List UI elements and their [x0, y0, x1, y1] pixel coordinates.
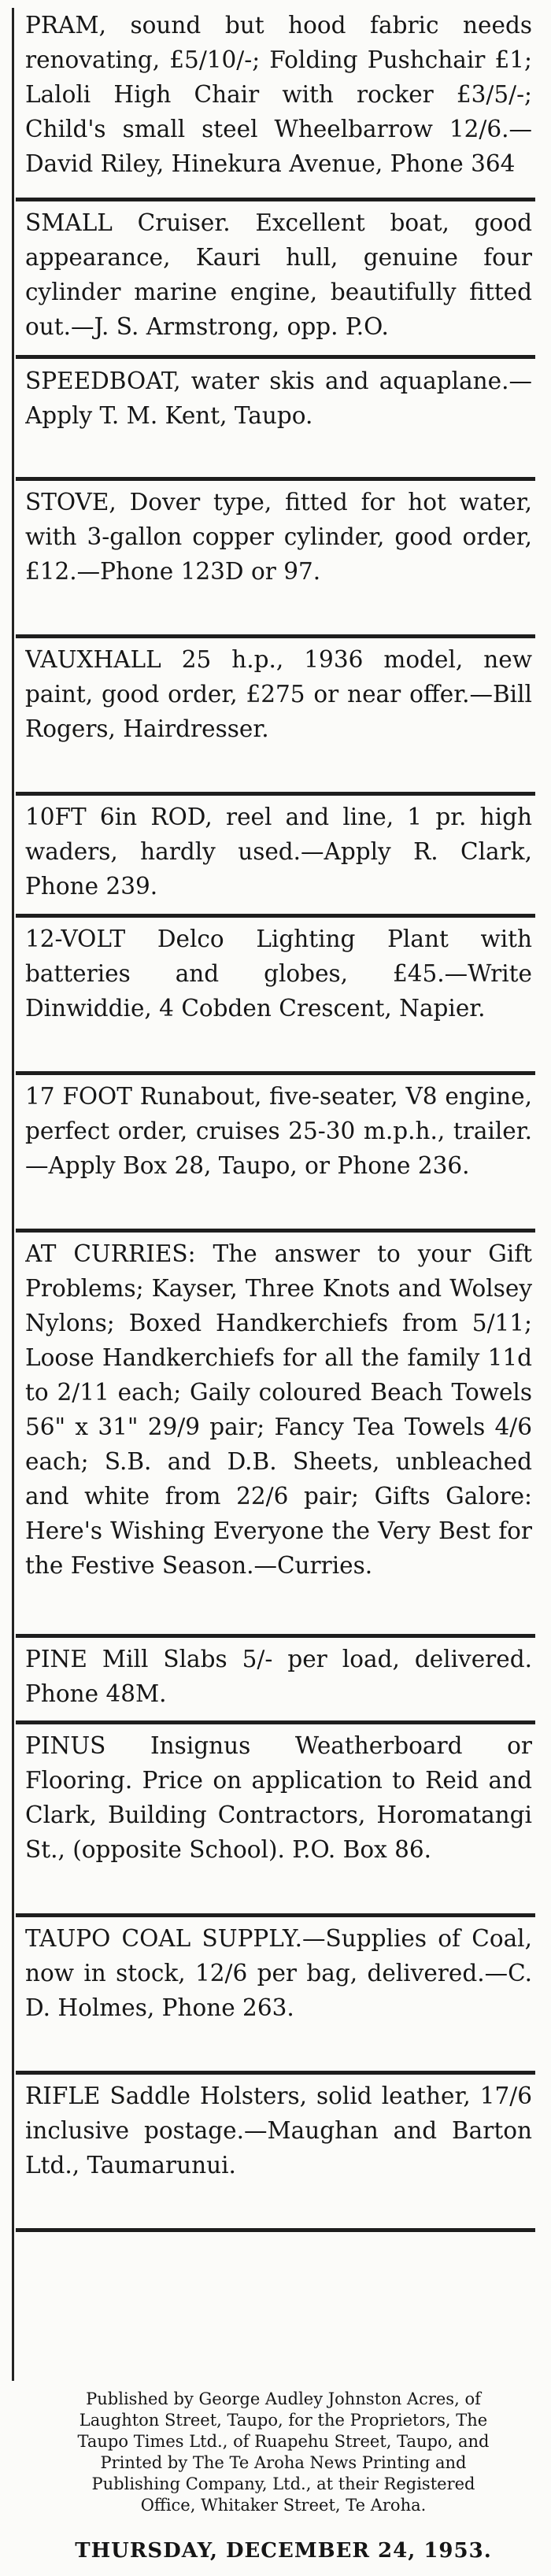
ad-body: Dover type, fitted for hot water, with 3-gallon copper cylinder, good order, £12.—Phone 123D or 97.: [25, 489, 532, 585]
classified-ad-coal: [25, 1921, 532, 2064]
classified-ad-curries: [25, 1236, 532, 1627]
ad-separator: [16, 1720, 535, 1724]
ad-separator: [16, 792, 535, 796]
ad-body: Mill Slabs 5/- per load, delivered. Phone 48M.: [25, 1646, 532, 1707]
ad-keyword: STOVE,: [25, 489, 116, 516]
ad-separator: [16, 634, 535, 638]
ad-separator: [16, 1071, 535, 1075]
classified-ad-lighting-plant: [25, 922, 532, 1065]
ad-keyword: PINE: [25, 1646, 87, 1672]
ad-body: Runabout, five-seater, V8 engine, perfect order, cruises 25-30 m.p.h., trailer.—Apply Box 28, Taupo, or Phone 236.: [25, 1083, 532, 1179]
publisher-imprint: Published by George Audley Johnston Acres, of Laughton Street, Taupo, for the Proprietors, The Taupo Times Ltd., of Ruapehu Street, Taupo, and Printed by The Te Aroha News Printing and Publishing Company, Ltd., at their Registered Office, Whitaker Street, Te Aroha.: [77, 2389, 490, 2515]
ad-separator: [16, 198, 535, 201]
issue-dateline: THURSDAY, DECEMBER 24, 1953.: [75, 2539, 492, 2563]
classified-ad-rod: [25, 800, 532, 907]
classified-ad-cruiser: [25, 205, 532, 349]
ad-body: The answer to your Gift Problems; Kayser, Three Knots and Wolsey Nylons; Boxed Handkerchiefs from 5/11; Loose Handkerchiefs for all the family 11d to 2/11 each; Gaily coloured Beach Towels 56" x 31" 29/9 pair; Fancy Tea Towels 4/6 each; S.B. and D.B. Sheets, unbleached and white from 22/6 pair; Gifts Galore: Here's Wishing Everyone the Very Best for the Festive Season.—Curries.: [25, 1240, 532, 1579]
ad-separator: [16, 2228, 535, 2232]
ad-body: Cruiser. Excellent boat, good appearance, Kauri hull, genuine four cylinder marine engine, beautifully fitted out.—J. S. Armstrong, opp. P.O.: [25, 209, 532, 340]
classified-ad-rifle: [25, 2079, 532, 2222]
ad-separator: [16, 477, 535, 481]
ad-keyword: PRAM,: [25, 12, 106, 39]
classified-ad-runabout: [25, 1079, 532, 1222]
ad-body: 25 h.p., 1936 model, new paint, good order, £275 or near offer.—Bill Rogers, Hairdresser.: [25, 646, 532, 742]
ad-keyword: RIFLE: [25, 2083, 101, 2109]
ad-separator: [16, 2071, 535, 2075]
classified-ad-pinus: [25, 1728, 532, 1906]
classified-ad-pine-slabs: [25, 1642, 532, 1714]
ad-keyword: 12-VOLT: [25, 926, 126, 952]
ad-keyword: 17 FOOT: [25, 1083, 132, 1110]
ad-separator: [16, 1634, 535, 1638]
ad-keyword: AT CURRIES:: [25, 1240, 196, 1267]
ad-body: Delco Lighting Plant with batteries and globes, £45.—Write Dinwiddie, 4 Cobden Crescent, Napier.: [25, 926, 532, 1022]
ad-body: sound but hood fabric needs renovating, £5/10/-; Folding Pushchair £1; Laloli High Chair with rocker £3/5/-; Child's small steel Wheelbarrow 12/6.—David Riley, Hinekura Avenue, Phone 364: [25, 12, 532, 177]
ad-keyword: VAUXHALL: [25, 646, 161, 673]
ad-body: —Supplies of Coal, now in stock, 12/6 per bag, delivered.—C. D. Holmes, Phone 263.: [25, 1925, 532, 2021]
ad-keyword: SPEEDBOAT,: [25, 368, 181, 394]
ad-keyword: PINUS: [25, 1732, 106, 1759]
ad-keyword: TAUPO COAL SUPPLY.: [25, 1925, 303, 1952]
classified-ad-pram: [25, 8, 532, 190]
ad-body: 6in ROD, reel and line, 1 pr. high waders, hardly used.—Apply R. Clark, Phone 239.: [25, 804, 532, 900]
classified-column: [8, 8, 535, 2568]
ad-keyword: SMALL: [25, 209, 113, 236]
ad-separator: [16, 355, 535, 359]
ad-body: water skis and aquaplane.—Apply T. M. Kent, Taupo.: [25, 368, 532, 429]
classified-ad-vauxhall: [25, 642, 532, 785]
classified-ad-speedboat: [25, 364, 532, 471]
ad-separator: [16, 1913, 535, 1917]
ad-body: Saddle Holsters, solid leather, 17/6 inclusive postage.—Maughan and Barton Ltd., Taumarunui.: [25, 2083, 532, 2179]
column-left-rule: [12, 8, 14, 2381]
ad-separator: [16, 1229, 535, 1233]
ad-separator: [16, 914, 535, 918]
ad-body: Insignus Weatherboard or Flooring. Price on application to Reid and Clark, Building Contractors, Horomatangi St., (opposite School). P.O. Box 86.: [25, 1732, 532, 1863]
classified-ad-stove: [25, 485, 532, 628]
ad-keyword: 10FT: [25, 804, 87, 830]
